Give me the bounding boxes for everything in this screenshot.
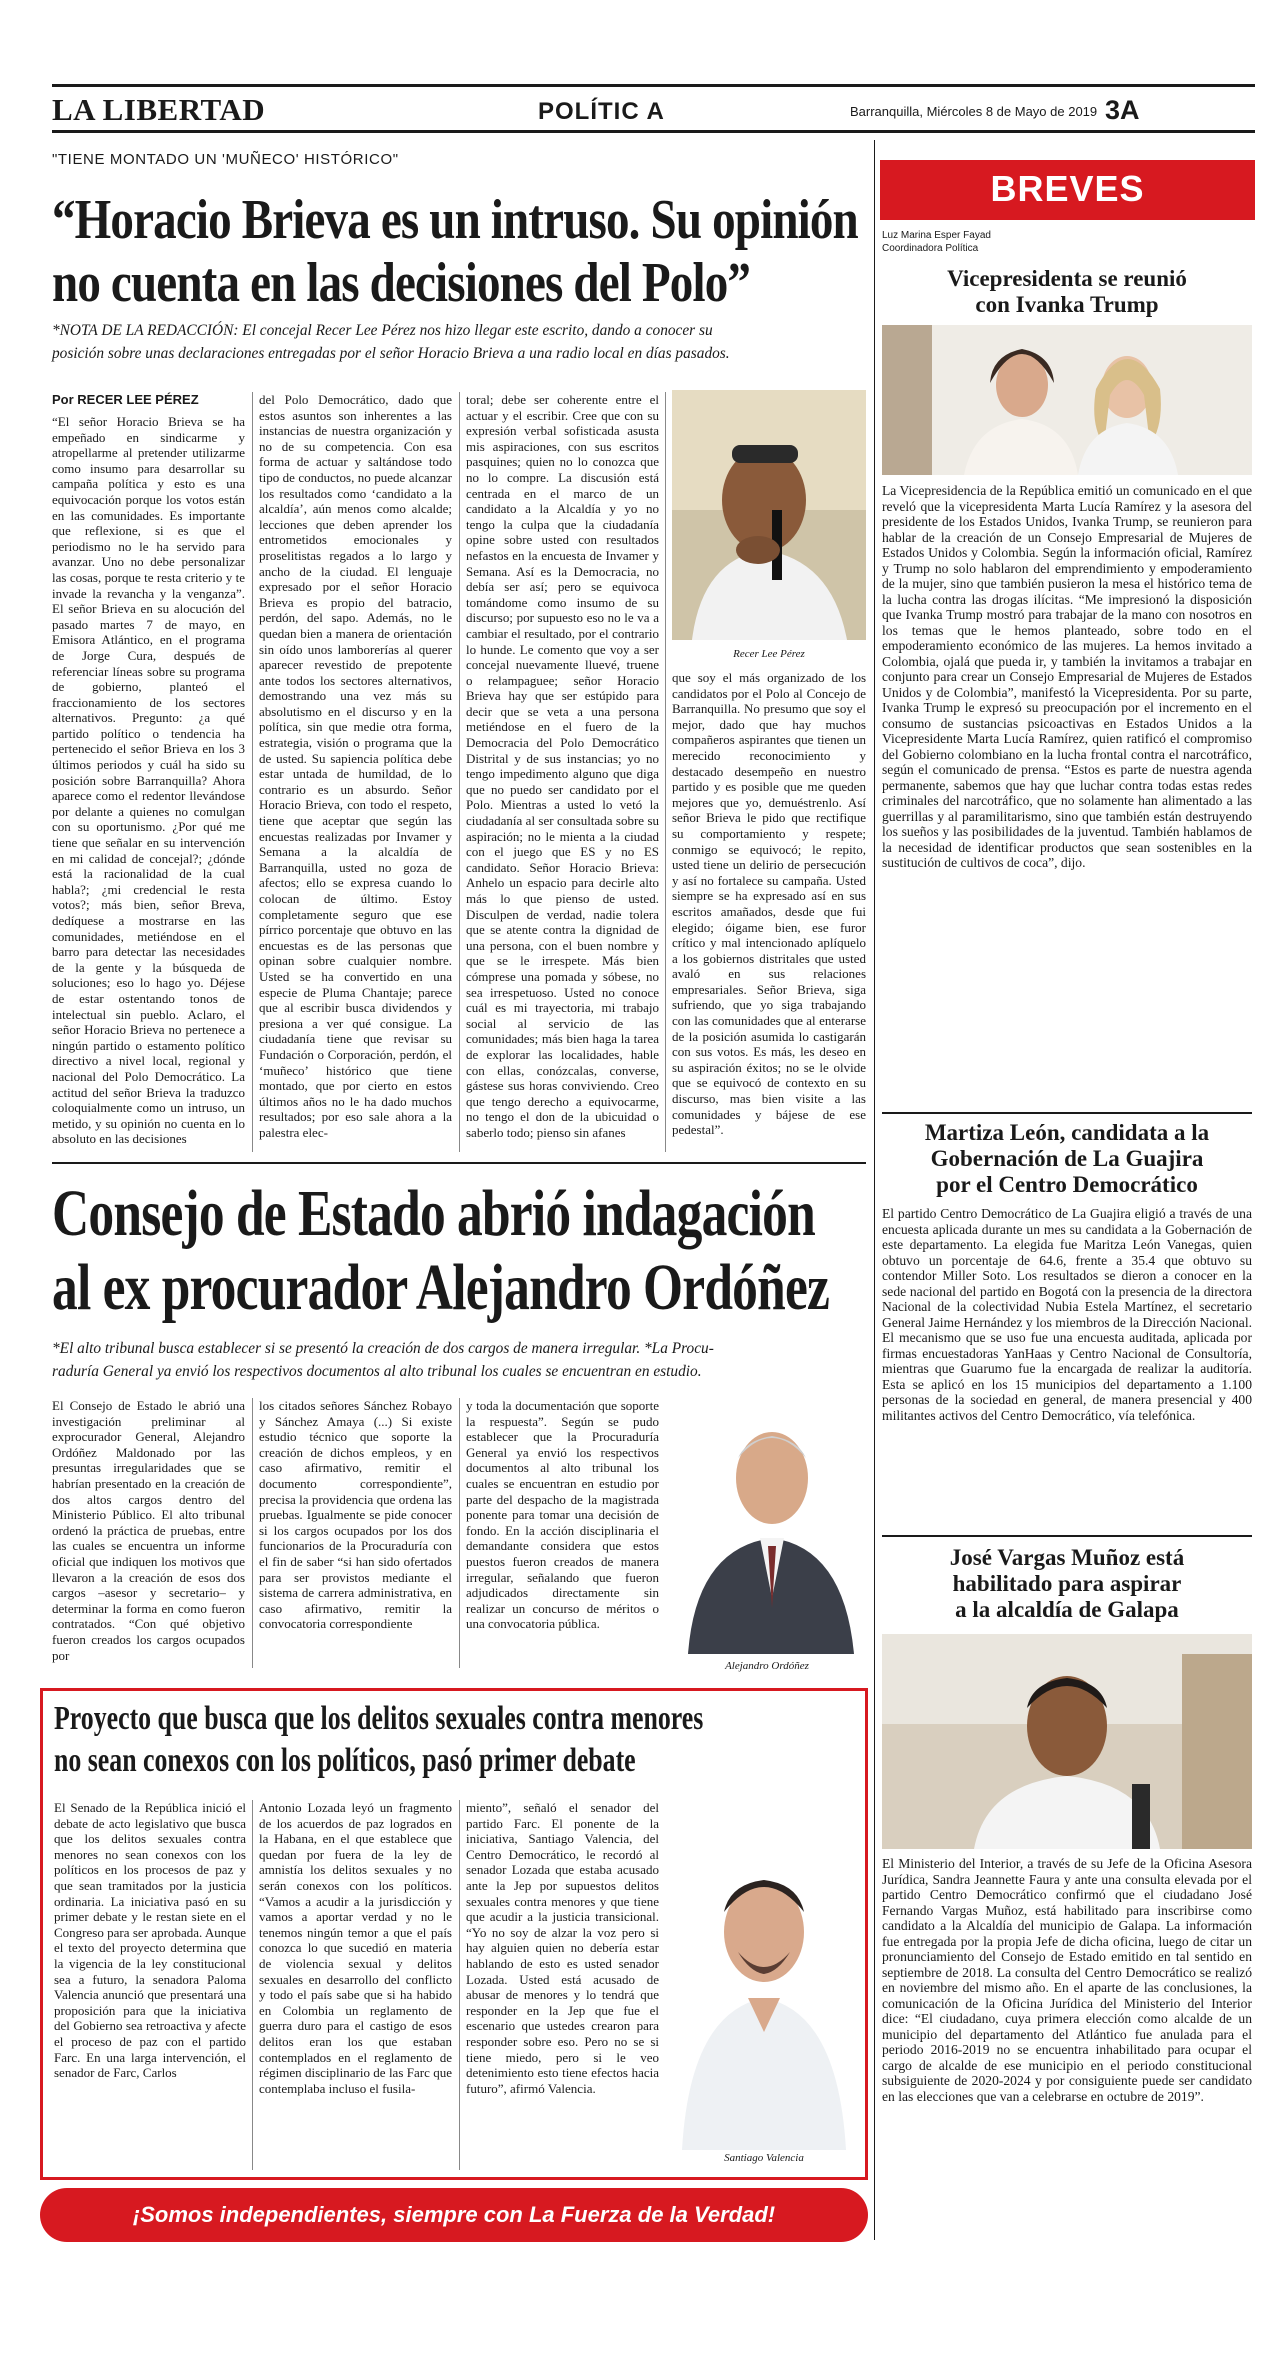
article3-headline-line1: Proyecto que busca que los delitos sexuales contra menores bbox=[54, 1700, 704, 1737]
photo-caption: Recer Lee Pérez bbox=[733, 648, 805, 660]
brief-divider bbox=[882, 1535, 1252, 1537]
masthead-rule bbox=[52, 130, 1255, 133]
brief2-body: El partido Centro Democrático de La Guajira eligió a través de una encuesta aplicada durante un mes su candidata a la Gobernación de este departamento. La elegida fue Maritza León Vanegas, quien obtuvo un porcentaje de 64.6, frente a 35.4 que obtuvo su contendor Miller Soto. Los resultados se dieron a conocer en la sede nacional del partido en Bogotá con la presencia de la directora Nacional de la colectividad Nubia Estela Martínez, el secretario General Jaime Hernández y los miembros de la Dirección Nacional. El mecanismo que se uso fue una encuesta auditada, aplicada por firmas encuestadoras YanHaas y Centro Nacional de Consultoría, mientras que Guarumo fue la encargada de realizar la auditoría. Esta se aplicó en los 15 municipios del departamento a 1.100 personas de la sociedad en general, de manera presencial y 400 militantes activos del Centro Democrático, vía telefónica. bbox=[882, 1206, 1252, 1423]
article2-headline-line1: Consejo de Estado abrió indagación bbox=[52, 1177, 815, 1250]
article1-column-4: que soy el más organizado de los candidatos por el Polo al Concejo de Barranquilla. No presumo que soy el mejor, dado que hay muchos compañeros aspirantes que tienen un merecido reconocimiento y destacado desempeño en nuestro partido y es posible que me queden mejores que yo, demuéstrenlo. Así señor Brieva le pido que rectifique su comportamiento y respete; conmigo se equivocó; le repito, usted tiene un delirio de persecución y así no fortalece su campaña. Usted siempre se ha expresado así en sus escritos amañados, desde que fui elegido; óigame bien, ese furor crítico y mal intencionado aplíquelo a los gobiernos distritales que usted avaló en sus relaciones empresariales. Señor Brieva, siga sufriendo, que yo siga trabajando con las comunidades que al enterarse de la posición asumida lo castigarán con sus votos. Es más, les deseo en su aspiración éxitos; no se le olvide que se equivocó de contexto en su discurso, mas bien visite a las comunidades y bájese de ese pedestal”. bbox=[672, 670, 866, 1138]
brief2-headline-line2: Gobernación de La Guajira bbox=[930, 1146, 1204, 1171]
article2-column-2: los citados señores Sánchez Robayo y Sánchez Amaya (...) Si existe estudio técnico que soporte la creación de dichos empleos, y en caso afirmativo, remitir el documento correspondiente”, precisa la providencia que ordena las pruebas. Igualmente se pide conocer si los cargos ocupados por los dos funcionarios de la Procuraduría con el fin de saber “si han sido ofertados para ser provistos mediante el sistema de carrera administrativa, en caso afirmativo, remitir la convocatoria correspondiente bbox=[259, 1398, 452, 1632]
slogan-text: ¡Somos independientes, siempre con La Fuerza de la Verdad! bbox=[132, 2202, 776, 2227]
article1-column-2: del Polo Democrático, dado que estos asuntos son inherentes a las instancias de nuestra organización y no de su competencia. Con esa forma de actuar y saltándose todo tipo de conductos, no puede alcanzar los resultados como ‘candidato a la alcaldía’, aún menos como alcalde; lecciones que deben aprender los entrometidos emocionales y proselitistas regados a lo largo y ancho de la ciudad. El lenguaje expresado por el señor Horacio Brieva es propio del batracio, perdón, del sapo. Además, no le quedan bien a manera de orientación sin oído unos lamborerías al querer aparecer revestido de prepotente ante todos los sectores alternativos, demostrando una vez más su absolutismo en el discurso y en la política, sin que medie otra forma, estrategia, visión o programa que la de usted. Su sapiencia política debe estar untada de humildad, de lo contrario es un absurdo. Señor Horacio Brieva, con todo el respeto, tiene que aceptar que según las encuestas realizadas por Invamer y Semana a la alcaldía de Barranquilla, usted no goza de afectos; ello se expresa cuando lo colocan de último. Estoy completamente seguro que ese pírrico porcentaje que obtuvo en las encuestas es de las personas que opinan sobre cualquier nombre. Usted se ha convertido en una especie de Pluma Chantaje; parece que al escribir busca dividendos y presiona a ver qué consigue. La ciudadanía tiene que revisar su Fundación o Corporación, perdón, el ‘muñeco’ histórico que tiene montado, que por cierto en estos últimos años no le ha dado muchos resultados; por eso sale ahora a la palestra elec- bbox=[259, 392, 452, 1140]
brief1-body: La Vicepresidencia de la República emitió un comunicado en el que reveló que la vicepresidenta Marta Lucía Ramírez y la asesora del presidente de los Estados Unidos, Ivanka Trump, se reunieron para hablar de la creación de un Consejo Empresarial de Mujeres de Estados Unidos y Colombia. Según la información oficial, Ramírez y Trump no solo hablaron del emprendimiento y empoderamiento de la mujer, sino que también pusieron la mesa el histórico tema de la lucha contra las drogas ilícitas. “Me impresionó la disposición que Ivanka Trump mostró para trabajar de la mano con nosotros en los temas que le hemos planteado, sobre todo en el empoderamiento económico de las mujeres. La hemos invitado a Colombia, ojalá que pueda ir, y también la invitamos a trabajar en conjunto para crear un Consejo Empresarial de Mujeres de Estados Unidos y de Colombia”, manifestó la Vicepresidenta. Por su parte, Ivanka Trump le expresó su preocupación por el incremento en el consumo de sustancias psicoactivas en Estados Unidos a la Vicepresidente Marta Lucía Ramírez, quien ratificó el compromiso del Gobierno colombiano en la lucha frontal contra el narcotráfico, según el comunicado de prensa. “Estos es parte de nuestra agenda permanente, sabemos que hay que luchar contra todas estas redes criminales del narcotráfico, que no solamente han alimentado a las guerrillas y al paramilitarismo, sino que también están destruyendo los sueños y las posibilidades de la juventud. También hablamos de la necesidad de identificar productos que sean sostenibles en la sustitución de cultivos de coca”, dijo. bbox=[882, 483, 1252, 870]
brief2-headline-line1: Martiza León, candidata a la bbox=[924, 1120, 1210, 1145]
sidebar-author-role: Coordinadora Política bbox=[882, 243, 979, 254]
article1-column-3: toral; debe ser coherente entre el actuar y el escribir. Cree que con su expresión verbal sofisticada asusta mis aspiraciones, con sus escritos pasquines; quien no lo conozca que no lo compre. La discusión está centrada en el marco de un candidato a la Alcaldía y yo no tengo la culpa que la ciudadanía opine sobre usted con resultados nefastos en la encuesta de Invamer y Semana. Así es la Democracia, no debía ser así; pero se equivoca tomándome como insumo de su discurso; por supuesto eso no le va a cambiar el resultado, por el contrario lo hunde. Le comento que voy a ser concejal nuevamente lluevé, truene o relampaguee; señor Horacio Brieva hay que ser estúpido para decir que se veta a una persona metiéndose en el fuero de la Democracia del Polo Democrático Distrital y de sus instancias; yo no tengo impedimento alguno que diga que no puedo ser candidato por el Polo. Mientras a usted lo vetó la ciudadanía al ser consultada sobre su aspiración; no le mienta a la ciudad con el juego que ES y no ES candidato. Señor Horacio Brieva: Anhelo un espacio para decirle alto más lo que pienso de usted. Disculpen de verdad, nadie tolera que se atente contra la dignidad de una persona, con el buen nombre y que se le irrespete. Más bien cómprese una pomada y sóbese, no sea irrespetuoso. Usted no conoce cuál es mi trayectoria, mi trabajo social al servicio de las comunidades; más bien haga la tarea de explorar las localidades, hable con ellas, conózcalas, converse, gástese sus horas conviviendo. Creo que tengo derecho a equivocarme, no tengo el don de la ubicuidad o saberlo todo; pienso sin afanes bbox=[466, 392, 659, 1140]
article3-column-2: Antonio Lozada leyó un fragmento de los acuerdos de paz logrados en la Habana, en el que establece que quedan por fuera de la ley de amnistía los delitos sexuales y no serán conexos con los políticos. “Vamos a acudir a la jurisdicción y vamos a aportar verdad y no le tenemos ningún temor a que el país conozca lo que sucedió en materia de violencia sexual y delitos sexuales en desarrollo del conflicto y todo el país sabe que si ha habido en Colombia un reglamento de guerra duro para el castigo de esos delitos eran los que estaban contemplados en el reglamento de régimen disciplinario de las Farc que contemplaba incluso el fusila- bbox=[259, 1800, 452, 2096]
article2-column-3: y toda la documentación que soporte la respuesta”. Según se pudo establecer que la Procuraduría General ya envió los respectivos documentos al alto tribunal los cuales se encuentran en estudio por parte del despacho de la magistrada ponente para tomar una decisión de fondo. En la acción disciplinaria el demandante considera que estos puestos fueron creados de manera irregular, señalando que fueron adjudicados directamente sin realizar un concurso de méritos o una convocatoria pública. bbox=[466, 1398, 659, 1632]
column-divider bbox=[459, 392, 460, 1152]
article1-byline: Por RECER LEE PÉREZ bbox=[52, 392, 199, 407]
article3-headline-line2: no sean conexos con los políticos, pasó primer debate bbox=[54, 1742, 636, 1779]
dateline: Barranquilla, Miércoles 8 de Mayo de 2019 bbox=[850, 104, 1098, 119]
column-divider bbox=[665, 392, 666, 1152]
photo-vicepresidenta-ivanka bbox=[882, 325, 1252, 475]
page-number: 3A bbox=[1105, 95, 1140, 125]
photo-santiago-valencia bbox=[668, 1822, 860, 2150]
sidebar-divider bbox=[874, 140, 875, 2240]
section-divider bbox=[52, 1162, 866, 1164]
article1-note-line1: *NOTA DE LA REDACCIÓN: El concejal Recer Lee Pérez nos hizo llegar este escrito, dando a conocer su bbox=[52, 322, 713, 339]
section-title: POLÍTIC A bbox=[538, 98, 665, 125]
photo-caption: Alejandro Ordóñez bbox=[725, 1660, 809, 1672]
brief1-headline-line2: con Ivanka Trump bbox=[975, 292, 1159, 317]
sidebar-author: Luz Marina Esper Fayad bbox=[882, 230, 991, 241]
photo-jose-vargas bbox=[882, 1634, 1252, 1849]
photo-caption: Santiago Valencia bbox=[724, 2152, 804, 2164]
brief-divider bbox=[882, 1112, 1252, 1114]
article1-column-1: “El señor Horacio Brieva se ha empeñado en sindicarme y atropellarme al pretender utilizarme como insumo para desarrollar su campaña política y esto es una equivocación porque los votos están en las comunidades. Es importante que reflexione, si es que el periodismo no le ha servido para avanzar. Uno no debe personalizar las cosas, porque te resta criterio y te invade la revancha y la venganza”. El señor Brieva en su alocución del pasado martes 7 de mayo, en Emisora Atlántico, en el programa de Jorge Cura, después de referenciar líneas sobre su programa de gobierno, planteó el fraccionamiento de los sectores alternativos. Pregunto: ¿a qué partido político o tendencia ha pertenecido el señor Brieva en los 3 últimos periodos y cuál ha sido su posición sobre Barranquilla? Ahora aparece como el redentor llevándose por delante a quienes no comulgan con su oportunismo. ¿Por qué me tiene que señalar en su intervención en mi calidad de concejal?; ¿dónde está la racionalidad de la cual habla?; ¿mi credencial le resta votos?; más bien, señor Breva, dedíquese a mostrarse en las comunidades, metiéndose en el barro para detectar las necesidades de la gente y la búsqueda de soluciones; eso lo hago yo. Déjese de estar ostentando tonos de intelectual sin pueblo. Aclaro, el señor Horacio Brieva no pertenece a ningún partido o estamento político directivo a nivel local, regional y nacional del Polo Democrático. La actitud del señor Brieva la traduzco coloquialmente como un intruso, un metido, y su opinión no cuenta en lo absoluto en las decisiones bbox=[52, 414, 245, 1147]
article3-column-3: miento”, señaló el senador del partido Farc. El ponente de la iniciativa, Santiago Valencia, del Centro Democrático, le recordó al senador Lozada que estaba acusado ante la Jep por supuestos delitos sexuales contra menores y que tiene que acudir a la justicia transicional. “Yo no soy de alzar la voz pero si hay alguien quien no debería estar hablando de esto es usted senador Lozada. Usted está acusado de abusar de menores y lo tendrá que responder en la Jep que fue el escenario que ustedes crearon para responder sobre eso. Pero no se si tiene miedo, pero si le veo detenimiento esto tiene efectos hacia futuro”, afirmó Valencia. bbox=[466, 1800, 659, 2096]
brief3-headline-line2: habilitado para aspirar bbox=[952, 1571, 1182, 1596]
brief3-headline-line1: José Vargas Muñoz está bbox=[949, 1545, 1185, 1570]
column-divider bbox=[459, 1398, 460, 1668]
article2-headline-line2: al ex procurador Alejandro Ordóñez bbox=[52, 1251, 830, 1324]
brief3-body: El Ministerio del Interior, a través de su Jefe de la Oficina Asesora Jurídica, Sandra Jeannette Faura y ante una consulta elevada por el partido Centro Democrático confirmó que el ciudadano José Fernando Vargas Muñoz, está habilitado para inscribirse como candidato a la Alcaldía del municipio de Galapa. La información fue entregada por la propia Jefe de dicha oficina, luego de citar un pronunciamiento del Consejo de Estado emitido en tal sentido en septiembre de 2018. La consulta del Centro Democrático se realizó en noviembre del mismo año. En el aparte de las conclusiones, la comunicación de la Oficina Jurídica del Ministerio del Interior dice: “El ciudadano, cuya primera elección como alcalde de un municipio del departamento del Atlántico fue anulada para el periodo 2016-2019 no se encuentra inhabilitado para ocupar el cargo de alcalde de ese municipio en el periodo constitucional subsiguiente de 2020-2024 y por consiguiente puede ser candidato en las elecciones que van a celebrarse en octubre de 2019”. bbox=[882, 1856, 1252, 2104]
column-divider bbox=[459, 1800, 460, 2170]
newspaper-brand: LA LIBERTAD bbox=[52, 92, 266, 127]
photo-recer-lee-perez bbox=[672, 390, 866, 640]
article2-note-line1: *El alto tribunal busca establecer si se presentó la creación de dos cargos de manera irregular. *La Procu- bbox=[52, 1340, 714, 1357]
photo-alejandro-ordonez bbox=[668, 1398, 866, 1654]
article1-headline-line1: “Horacio Brieva es un intruso. Su opinión bbox=[52, 189, 858, 251]
article2-column-1: El Consejo de Estado le abrió una investigación preliminar al exprocurador General, Alejandro Ordóñez Maldonado por las presuntas irregularidades que se habrían presentado en la creación de dos altos cargos dentro del Ministerio Público. El alto tribunal ordenó la práctica de pruebas, entre las cuales se encuentra un informe oficial que indiquen los motivos que llevaron a la creación de esos dos cargos –asesor y secretario– y determinar la forma en como fueron contratados. “Con qué objetivo fueron creados los cargos ocupados por bbox=[52, 1398, 245, 1663]
column-divider bbox=[252, 1398, 253, 1668]
top-rule bbox=[52, 84, 1255, 87]
article1-kicker: "TIENE MONTADO UN 'MUÑECO' HISTÓRICO" bbox=[52, 151, 399, 168]
brief1-headline-line1: Vicepresidenta se reunió bbox=[947, 266, 1187, 291]
article1-headline-line2: no cuenta en las decisiones del Polo” bbox=[52, 252, 751, 314]
brief2-headline-line3: por el Centro Democrático bbox=[936, 1172, 1198, 1197]
breves-label: BREVES bbox=[990, 168, 1145, 209]
brief3-headline-line3: a la alcaldía de Galapa bbox=[955, 1597, 1179, 1622]
column-divider bbox=[252, 1800, 253, 2170]
column-divider bbox=[252, 392, 253, 1152]
article2-note-line2: raduría General ya envió los respectivos documentos al alto tribunal los cuales se encuentran en estudio. bbox=[52, 1363, 702, 1380]
article1-note-line2: posición sobre unas declaraciones entregadas por el señor Horacio Brieva a una radio local en días pasados. bbox=[52, 345, 730, 362]
article3-column-1: El Senado de la República inició el debate de acto legislativo que busca que los delitos sexuales contra menores no sean conexos con los políticos en los procesos de paz y que sean tramitados por la justicia ordinaria. La iniciativa pasó en su primer debate y le restan siete en el Congreso para ser aprobada. Aunque el texto del proyecto determina que la vigencia de la ley constitucional sea a futuro, la senadora Paloma Valencia anunció que presentará una proposición para que la iniciativa del Gobierno sea retroactiva y afecte el proceso de paz con el partido Farc. En una larga intervención, el senador de Farc, Carlos bbox=[54, 1800, 246, 2081]
